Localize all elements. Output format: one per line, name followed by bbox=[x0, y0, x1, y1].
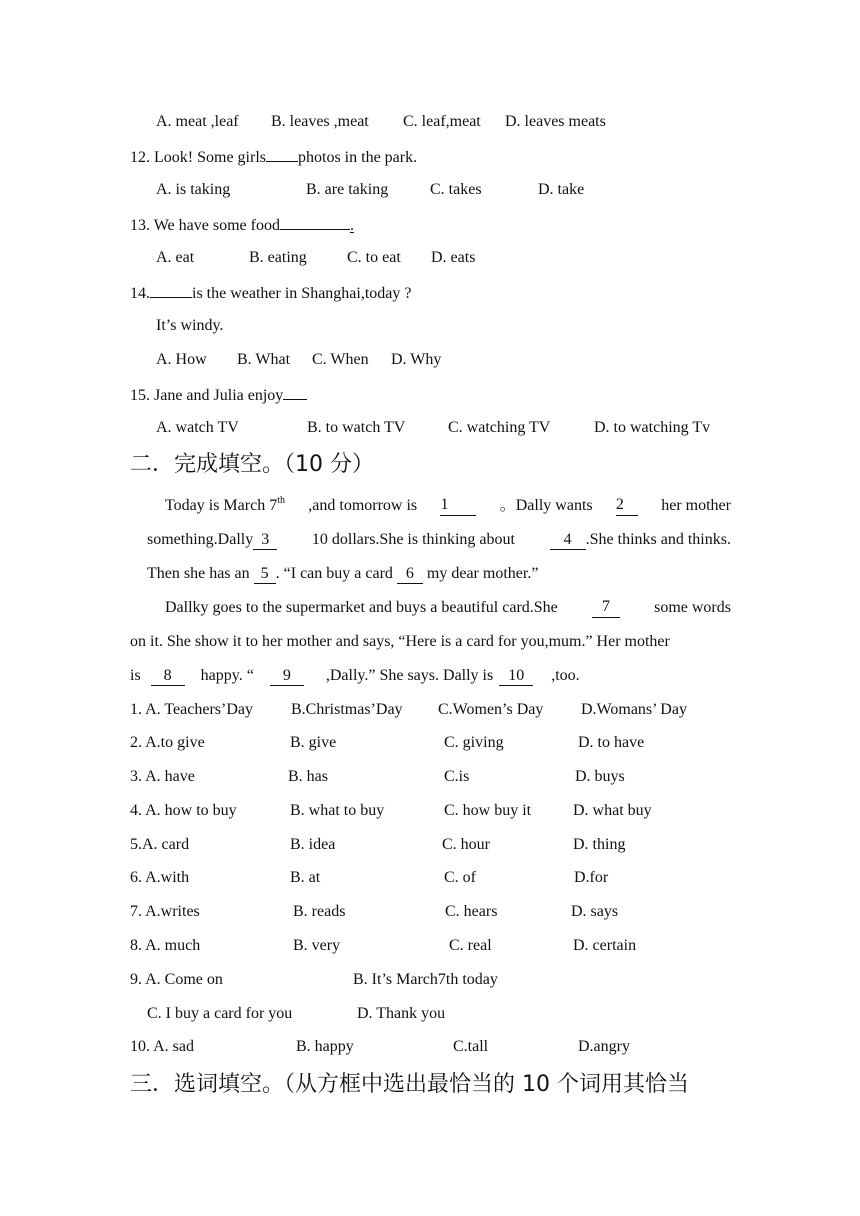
cloze-blank-3: 3 bbox=[253, 531, 277, 550]
cloze-opt-10-a: 10. A. sad bbox=[130, 1038, 194, 1055]
cloze-opt-3-d: D. buys bbox=[575, 768, 625, 785]
cloze-p1-l2-b: 10 dollars.She is thinking about bbox=[311, 531, 515, 548]
q12-options bbox=[0, 180, 860, 200]
cloze-opt-9-a: 9. A. Come on bbox=[130, 971, 223, 988]
q13-option-c: C. to eat bbox=[347, 249, 401, 266]
q15-option-a: A. watch TV bbox=[156, 419, 239, 436]
cloze-p1-l1-c: 。Dally wants bbox=[499, 497, 593, 514]
q13-stem-end: . bbox=[349, 217, 354, 234]
cloze-opt-6-a: 6. A.with bbox=[130, 869, 190, 886]
q11-option-d: D. leaves meats bbox=[505, 113, 606, 130]
cloze-opt-5-c: C. hour bbox=[442, 836, 490, 853]
cloze-opt-2-c: C. giving bbox=[444, 734, 504, 751]
cloze-opt-10-b: B. happy bbox=[296, 1038, 354, 1055]
cloze-opt-1-d: D.Womans’ Day bbox=[581, 701, 687, 718]
cloze-p2-line2 bbox=[130, 632, 731, 652]
cloze-p2-l1-a: Dallky goes to the supermarket and buys a beautiful card.She bbox=[165, 599, 558, 616]
section2-heading: 二．完成填空。（10 分） bbox=[130, 452, 374, 477]
cloze-p2-l3-d: ,too. bbox=[551, 667, 580, 684]
cloze-p2-l1-b: some words bbox=[654, 599, 731, 616]
cloze-opt-8-d: D. certain bbox=[573, 937, 637, 954]
q12-option-a: A. is taking bbox=[156, 181, 231, 198]
q13-blank bbox=[280, 214, 350, 230]
cloze-options-9-cont bbox=[0, 1004, 860, 1024]
cloze-options-3 bbox=[0, 767, 860, 787]
cloze-opt-5-b: B. idea bbox=[290, 836, 336, 853]
q15-blank bbox=[283, 384, 307, 400]
cloze-opt-1-c: C.Women’s Day bbox=[438, 701, 544, 718]
cloze-p1-l1-b: ,and tomorrow is bbox=[308, 497, 418, 514]
cloze-opt-7-a: 7. A.writes bbox=[130, 903, 200, 920]
cloze-opt-4-a: 4. A. how to buy bbox=[130, 802, 237, 819]
cloze-options-5 bbox=[0, 835, 860, 855]
q13-option-d: D. eats bbox=[431, 249, 476, 266]
q12-option-d: D. take bbox=[538, 181, 585, 198]
cloze-opt-8-a: 8. A. much bbox=[130, 937, 201, 954]
cloze-options-8 bbox=[0, 936, 860, 956]
cloze-p1-l3-b: . “I can buy a card bbox=[275, 565, 393, 582]
cloze-opt-3-b: B. has bbox=[288, 768, 328, 785]
cloze-opt-10-d: D.angry bbox=[578, 1038, 630, 1055]
cloze-p1-l1-d: her mother bbox=[661, 497, 731, 514]
q15-option-d: D. to watching Tv bbox=[594, 419, 711, 436]
cloze-p2-l2: on it. She show it to her mother and says, “Here is a card for you,mum.” Her mother bbox=[130, 633, 670, 650]
q12-blank bbox=[266, 146, 298, 162]
cloze-opt-4-b: B. what to buy bbox=[290, 802, 385, 819]
cloze-blank-10: 10 bbox=[499, 667, 533, 686]
q12-option-c: C. takes bbox=[430, 181, 482, 198]
q12-stem bbox=[130, 146, 417, 166]
cloze-opt-2-d: D. to have bbox=[578, 734, 645, 751]
cloze-opt-7-d: D. says bbox=[571, 903, 619, 920]
cloze-p1-line3 bbox=[147, 564, 538, 584]
cloze-opt-6-d: D.for bbox=[574, 869, 609, 886]
cloze-opt-3-c: C.is bbox=[444, 768, 470, 785]
cloze-blank-1: 1 bbox=[440, 496, 476, 516]
cloze-options-6 bbox=[0, 868, 860, 888]
cloze-p1-line1 bbox=[165, 496, 731, 516]
cloze-opt-4-d: D. what buy bbox=[573, 802, 652, 819]
cloze-opt-1-a: 1. A. Teachers’Day bbox=[130, 701, 253, 718]
q15-option-b: B. to watch TV bbox=[307, 419, 406, 436]
cloze-blank-9: 9 bbox=[270, 667, 304, 686]
cloze-opt-3-a: 3. A. have bbox=[130, 768, 195, 785]
cloze-options-2 bbox=[0, 733, 860, 753]
q11-option-b: B. leaves ,meat bbox=[271, 113, 369, 130]
q13-option-a: A. eat bbox=[156, 249, 195, 266]
cloze-opt-5-a: 5.A. card bbox=[130, 836, 190, 853]
q14-stem bbox=[130, 282, 412, 302]
cloze-opt-8-c: C. real bbox=[449, 937, 492, 954]
q13-stem-start: 13. We have some food bbox=[130, 217, 280, 234]
cloze-opt-2-a: 2. A.to give bbox=[130, 734, 205, 751]
cloze-p2-line3 bbox=[130, 666, 580, 686]
cloze-opt-4-c: C. how buy it bbox=[444, 802, 532, 819]
q15-stem bbox=[130, 384, 307, 404]
q14-option-c: C. When bbox=[312, 351, 369, 368]
cloze-p2-l3-b: happy. “ bbox=[200, 667, 254, 684]
cloze-blank-2: 2 bbox=[616, 496, 638, 516]
q11-options bbox=[0, 112, 860, 132]
cloze-p1-l2-a: something.Dally 3 bbox=[147, 530, 277, 550]
q14-option-a: A. How bbox=[156, 351, 207, 368]
cloze-opt-10-c: C.tall bbox=[453, 1038, 489, 1055]
cloze-options-10 bbox=[0, 1037, 860, 1057]
cloze-p2-l3-c: ,Dally.” She says. Dally is bbox=[325, 667, 494, 684]
q14-option-d: D. Why bbox=[391, 351, 442, 368]
cloze-blank-4: 4 bbox=[550, 531, 586, 550]
q15-stem-start: 15. Jane and Julia enjoy bbox=[130, 387, 284, 404]
q14-answer-line: It’s windy. bbox=[156, 317, 224, 334]
cloze-p1-l3-a: Then she has an bbox=[147, 565, 250, 582]
cloze-opt-7-c: C. hears bbox=[445, 903, 498, 920]
cloze-options-7 bbox=[0, 902, 860, 922]
q13-option-b: B. eating bbox=[249, 249, 307, 266]
cloze-opt-9-c: C. I buy a card for you bbox=[147, 1005, 293, 1022]
section3-heading: 三．选词填空。（从方框中选出最恰当的 10 个词用其恰当 bbox=[130, 1072, 689, 1097]
cloze-p2-l3-a: is bbox=[130, 667, 141, 684]
q11-option-c: C. leaf,meat bbox=[403, 113, 481, 130]
q14-blank bbox=[150, 282, 192, 298]
cloze-opt-8-b: B. very bbox=[293, 937, 341, 954]
cloze-options-9 bbox=[0, 970, 860, 990]
cloze-p1-l3-c: my dear mother.” bbox=[426, 565, 539, 582]
q12-stem-end: photos in the park. bbox=[298, 149, 418, 166]
cloze-opt-6-b: B. at bbox=[290, 869, 321, 886]
cloze-blank-8: 8 bbox=[151, 667, 185, 686]
cloze-blank-5: 5 bbox=[254, 565, 276, 584]
cloze-opt-2-b: B. give bbox=[290, 734, 337, 751]
cloze-opt-5-d: D. thing bbox=[573, 836, 626, 853]
q15-options bbox=[0, 418, 860, 438]
q12-option-b: B. are taking bbox=[306, 181, 389, 198]
q13-options bbox=[0, 248, 860, 268]
cloze-opt-6-c: C. of bbox=[444, 869, 476, 886]
cloze-options-1 bbox=[0, 700, 860, 720]
q13-stem bbox=[130, 214, 354, 234]
cloze-opt-1-b: B.Christmas’Day bbox=[291, 701, 403, 718]
q14-option-b: B. What bbox=[237, 351, 291, 368]
q14-options bbox=[0, 350, 860, 370]
cloze-p1-line2 bbox=[147, 530, 731, 550]
cloze-p2-line1 bbox=[165, 598, 731, 618]
cloze-opt-9-b: B. It’s March7th today bbox=[353, 971, 498, 988]
q14-stem-start: 14. bbox=[130, 285, 150, 302]
q14-stem-end: is the weather in Shanghai,today ? bbox=[192, 285, 412, 302]
cloze-opt-9-d: D. Thank you bbox=[357, 1005, 446, 1022]
cloze-options-4 bbox=[0, 801, 860, 821]
cloze-blank-7: 7 bbox=[592, 598, 620, 618]
cloze-p1-l1-a: Today is March 7th bbox=[165, 495, 285, 514]
q12-stem-start: 12. Look! Some girls bbox=[130, 149, 266, 166]
cloze-p1-l2-c: 4 .She thinks and thinks. bbox=[550, 530, 731, 550]
q15-option-c: C. watching TV bbox=[448, 419, 551, 436]
q11-option-a: A. meat ,leaf bbox=[156, 113, 239, 130]
cloze-blank-6: 6 bbox=[397, 565, 423, 584]
cloze-opt-7-b: B. reads bbox=[293, 903, 346, 920]
